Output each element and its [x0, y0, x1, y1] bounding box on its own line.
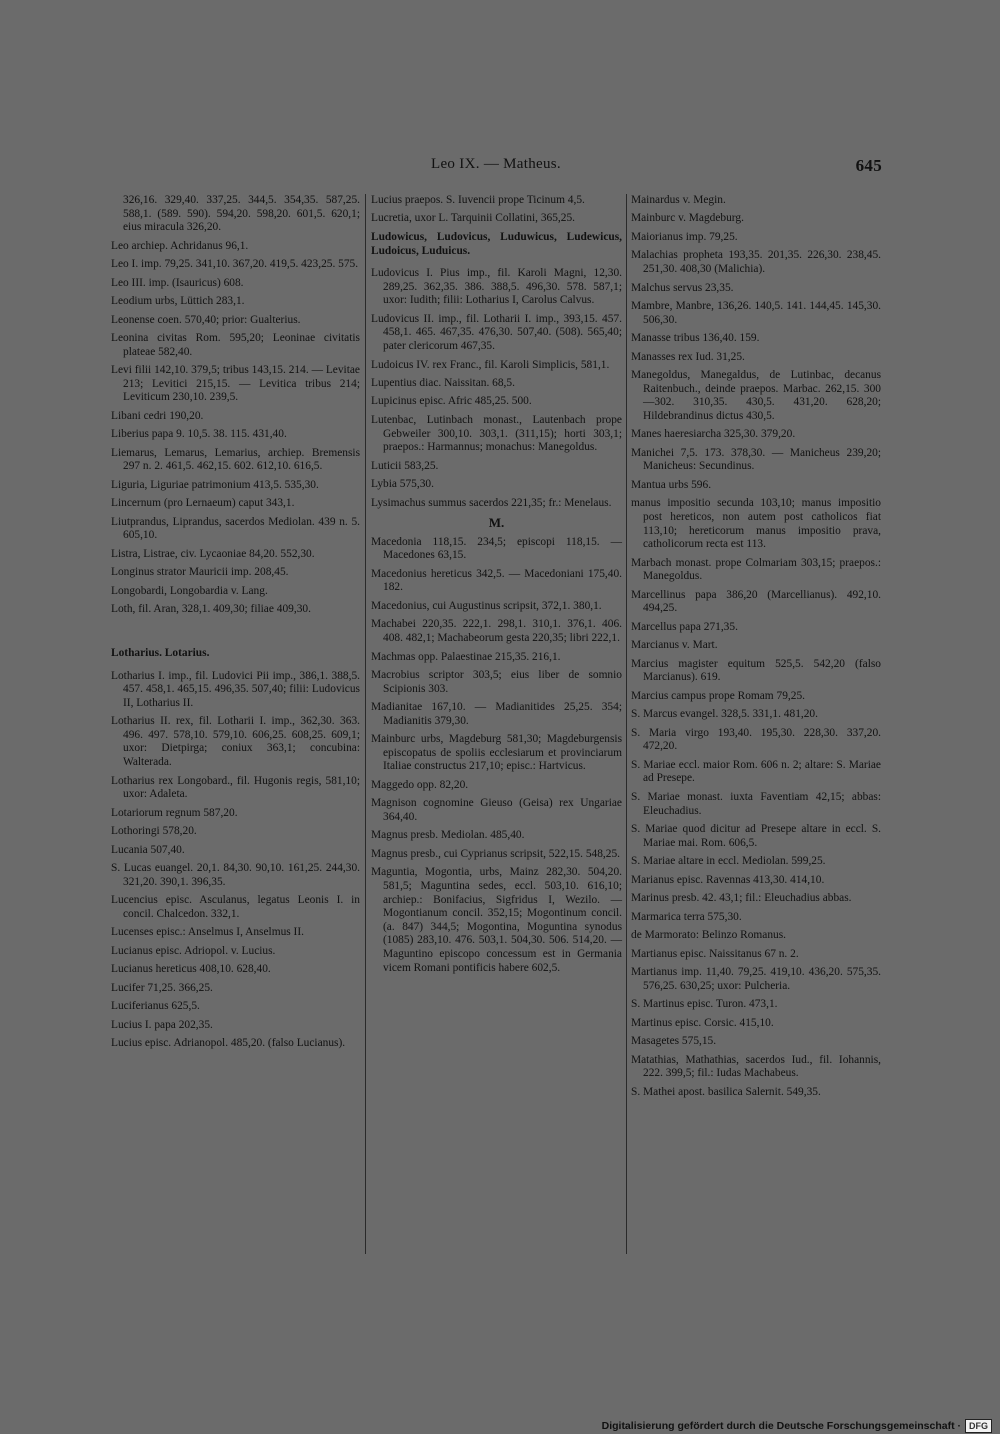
- index-entry: Machabei 220,35. 222,1. 298,1. 310,1. 376,1. 406. 408. 482,1; Machabeorum gesta 220,35; libri 222,1.: [371, 618, 622, 645]
- dfg-logo: DFG: [965, 1419, 992, 1433]
- funding-footer: [602, 1418, 992, 1434]
- index-entry: Madianitae 167,10. — Madianitides 25,25. 354; Madianitis 379,30.: [371, 701, 622, 727]
- index-entry: Liemarus, Lemarus, Lemarius, archiep. Bremensis 297 n. 2. 461,5. 462,15. 602. 612,10. 616,5.: [111, 446, 360, 473]
- index-entry: Manasses rex Iud. 31,25.: [631, 350, 745, 363]
- index-entry: Lucius episc. Adrianopol. 485,20. (falso Lucianus).: [111, 1037, 346, 1050]
- column-divider: [626, 194, 627, 1254]
- index-entry: Marcius campus prope Romam 79,25.: [631, 689, 805, 702]
- index-entry: Marmarica terra 575,30.: [631, 910, 742, 923]
- index-entry: S. Mariae quod dicitur ad Presepe altare in eccl. S. Mariae mai. Rom. 606,5.: [631, 823, 881, 849]
- index-entry: Lucianus hereticus 408,10. 628,40.: [111, 963, 271, 976]
- index-entry: Malachias propheta 193,35. 201,35. 226,30. 238,45. 251,30. 408,30 (Malichia).: [631, 249, 881, 276]
- index-entry: Liutprandus, Liprandus, sacerdos Mediolan. 439 n. 5. 605,10.: [111, 515, 360, 542]
- index-entry: Manes haeresiarcha 325,30. 379,20.: [631, 428, 796, 441]
- page-title: Leo IX. — Matheus.: [431, 156, 561, 172]
- index-entry: Ludoicus IV. rex Franc., fil. Karoli Simplicis, 581,1.: [371, 358, 610, 371]
- index-entry: Lupentius diac. Naissitan. 68,5.: [371, 376, 515, 389]
- index-entry: Leo I. imp. 79,25. 341,10. 367,20. 419,5. 423,25. 575.: [111, 258, 359, 271]
- index-entry: Lotharius I. imp., fil. Ludovici Pii imp., 386,1. 388,5. 457. 458,1. 465,15. 496,35. 507,40; filii: Ludovicus II, Lotharius II.: [111, 669, 360, 709]
- index-entry: Maiorianus imp. 79,25.: [631, 230, 738, 243]
- index-entry: S. Lucas euangel. 20,1. 84,30. 90,10. 161,25. 244,30. 321,20. 390,1. 396,35.: [111, 862, 360, 888]
- index-column-3: [631, 194, 881, 1104]
- index-entry: Magnus presb. Mediolan. 485,40.: [371, 829, 525, 842]
- index-entry-continuation: 326,16. 329,40. 337,25. 344,5. 354,35. 587,25. 588,1. (589. 590). 594,20. 598,20. 601,5. 620,1; eius miracula 326,20.: [123, 194, 360, 234]
- index-entry: Lucenses episc.: Anselmus I, Anselmus II.: [111, 926, 304, 939]
- index-entry: Marcellus papa 271,35.: [631, 620, 738, 633]
- index-entry: S. Mariae altare in eccl. Mediolan. 599,25.: [631, 855, 826, 868]
- index-entry: Marcius magister equitum 525,5. 542,20 (falso Marcianus). 619.: [631, 657, 881, 684]
- index-entry: Leo archiep. Achridanus 96,1.: [111, 239, 249, 252]
- index-entry: Manichei 7,5. 173. 378,30. — Manicheus 239,20; Manicheus: Secundinus.: [631, 446, 881, 473]
- letter-section-heading: M.: [488, 515, 505, 531]
- index-entry: Macedonius hereticus 342,5. — Macedoniani 175,40. 182.: [371, 567, 622, 594]
- index-entry: Macedonia 118,15. 234,5; episcopi 118,15. — Macedones 63,15.: [371, 535, 622, 562]
- index-entry: Marinus presb. 42. 43,1; fil.: Eleuchadius abbas.: [631, 892, 852, 905]
- index-entry: Ludovicus II. imp., fil. Lotharii I. imp., 393,15. 457. 458,1. 465. 467,35. 476,30. 507,40. (508). 565,40; pater clericorum 467,35.: [371, 312, 622, 353]
- index-entry: Longobardi, Longobardia v. Lang.: [111, 584, 268, 597]
- index-entry: Ludovicus I. Pius imp., fil. Karoli Magni, 12,30. 289,25. 362,35. 386. 388,5. 496,30. 578. 587,1; uxor: Iudith; filii: Lotharius I, Carolus Calvus.: [371, 267, 622, 307]
- index-entry: Lucania 507,40.: [111, 843, 185, 856]
- index-entry: Mainardus v. Megin.: [631, 194, 726, 206]
- index-entry: manus impositio secunda 103,10; manus impositio post hereticos, non autem post catholicos fiat 113,10; hereticorum manus impositio prava, catholicorum recta est 113.: [631, 497, 881, 551]
- index-entry: Marbach monast. prope Colmariam 303,15; praepos.: Manegoldus.: [631, 556, 881, 583]
- index-entry: S. Mariae monast. iuxta Faventiam 42,15; abbas: Eleuchadius.: [631, 790, 881, 817]
- index-entry: Marcellinus papa 386,20 (Marcellianus). 492,10. 494,25.: [631, 588, 881, 615]
- index-entry: Leonense coen. 570,40; prior: Gualterius.: [111, 313, 301, 326]
- index-entry: Magnison cognomine Gieuso (Geisa) rex Ungariae 364,40.: [371, 797, 622, 823]
- index-entry: Liguria, Liguriae patrimonium 413,5. 535,30.: [111, 478, 319, 491]
- index-group-heading: Ludowicus, Ludovicus, Luduwicus, Ludewicus, Ludoicus, Luduicus.: [371, 230, 622, 257]
- index-entry: Martinus episc. Corsic. 415,10.: [631, 1016, 774, 1029]
- index-entry: Lincernum (pro Lernaeum) caput 343,1.: [111, 497, 295, 510]
- index-entry: S. Marcus evangel. 328,5. 331,1. 481,20.: [631, 708, 818, 721]
- index-entry: S. Maria virgo 193,40. 195,30. 228,30. 337,20. 472,20.: [631, 726, 881, 753]
- index-entry: Martianus imp. 11,40. 79,25. 419,10. 436,20. 575,35. 576,25. 630,25; uxor: Pulcheria.: [631, 966, 881, 992]
- index-entry: Leonina civitas Rom. 595,20; Leoninae civitatis plateae 582,40.: [111, 332, 360, 358]
- index-column-1: [111, 194, 360, 1056]
- running-header: [110, 156, 882, 178]
- index-entry: Maggedo opp. 82,20.: [371, 778, 469, 791]
- index-entry: Lothoringi 578,20.: [111, 825, 197, 838]
- index-entry: Lutenbac, Lutinbach monast., Lautenbach prope Gebweiler 300,10. 303,1. (311,15); horti 303,1; praepos.: Harmannus; monachus: Manegoldus.: [371, 413, 622, 454]
- index-entry: S. Mariae eccl. maior Rom. 606 n. 2; altare: S. Mariae ad Presepe.: [631, 758, 881, 785]
- index-entry: Marianus episc. Ravennas 413,30. 414,10.: [631, 873, 825, 886]
- index-group-heading: Lotharius. Lotarius.: [111, 646, 210, 659]
- index-entry: Levi filii 142,10. 379,5; tribus 143,15. 214. — Levitae 213; Levitici 215,15. — Levitica tribus 214; Leviticum 230,10. 239,5.: [111, 364, 360, 404]
- index-entry: Luciferianus 625,5.: [111, 1000, 200, 1013]
- index-entry: Macrobius scriptor 303,5; eius liber de somnio Scipionis 303.: [371, 668, 622, 695]
- index-entry: Matathias, Mathathias, sacerdos Iud., fil. Iohannis, 222. 399,5; fil.: Iudas Machabeus.: [631, 1053, 881, 1080]
- index-entry: Mantua urbs 596.: [631, 478, 712, 491]
- index-entry: Mainburc v. Magdeburg.: [631, 212, 744, 225]
- index-entry: Lotharius II. rex, fil. Lotharii I. imp., 362,30. 363. 496. 497. 578,10. 579,10. 606,25. 608,25. 609,1; uxor: Dietpirga; coniux 363,1; concubina: Walterada.: [111, 715, 360, 769]
- index-entry: Liberius papa 9. 10,5. 38. 115. 431,40.: [111, 428, 287, 441]
- footer-text: Digitalisierung gefördert durch die Deutsche Forschungsgemeinschaft ·: [601, 1420, 961, 1432]
- index-entry: Leo III. imp. (Isauricus) 608.: [111, 276, 244, 289]
- index-entry: Lotharius rex Longobard., fil. Hugonis regis, 581,10; uxor: Adaleta.: [111, 774, 360, 801]
- index-entry: Libani cedri 190,20.: [111, 409, 204, 422]
- index-entry: S. Martinus episc. Turon. 473,1.: [631, 998, 778, 1011]
- index-entry: de Marmorato: Belinzo Romanus.: [631, 929, 787, 942]
- index-entry: Maguntia, Mogontia, urbs, Mainz 282,30. 504,20. 581,5; Maguntina sedes, eccl. 503,10. 616,10; archiep.: Bonifacius, Sigfridus I, Wezilo. — Mogontianum concil. 352,15; Mogontinum concil. (a. 847) 344,5; Mogontina, Moguntina synodus (1085) 283,10. 476. 503,1. 504,30. 506. 514,20. — Maguntino episcopo concessum est in Germania vicem Romani pontificis habere 602,5.: [371, 866, 622, 974]
- index-entry: Lotariorum regnum 587,20.: [111, 806, 238, 819]
- column-divider: [365, 194, 366, 1254]
- index-entry: Lucencius episc. Asculanus, legatus Leonis I. in concil. Chalcedon. 332,1.: [111, 894, 360, 920]
- index-entry: Martianus episc. Naissitanus 67 n. 2.: [631, 947, 799, 960]
- index-entry: Luticii 583,25.: [371, 459, 439, 472]
- index-entry: Mainburc urbs, Magdeburg 581,30; Magdeburgensis episcopatus de spoliis ecclesiarum et provinciarum Italiae constructus 217,10; episc.: Hartvicus.: [371, 733, 622, 773]
- index-entry: Lysimachus summus sacerdos 221,35; fr.: Menelaus.: [371, 496, 612, 509]
- index-entry: Lybia 575,30.: [371, 478, 434, 491]
- index-entry: Masagetes 575,15.: [631, 1035, 717, 1048]
- index-entry: Lucius praepos. S. Iuvencii prope Ticinum 4,5.: [371, 194, 585, 206]
- index-entry: Mambre, Manbre, 136,26. 140,5. 141. 144,45. 145,30. 506,30.: [631, 300, 881, 326]
- index-entry: S. Mathei apost. basilica Salernit. 549,35.: [631, 1085, 821, 1098]
- index-entry: Longinus strator Mauricii imp. 208,45.: [111, 566, 289, 579]
- index-entry: Marcianus v. Mart.: [631, 639, 718, 652]
- index-entry: Manasse tribus 136,40. 159.: [631, 332, 760, 345]
- index-entry: Leodium urbs, Lüttich 283,1.: [111, 295, 245, 308]
- index-entry: Lucretia, uxor L. Tarquinii Collatini, 365,25.: [371, 212, 575, 225]
- index-column-2: [371, 194, 622, 980]
- index-entry: Malchus servus 23,35.: [631, 281, 734, 294]
- index-entry: Macedonius, cui Augustinus scripsit, 372,1. 380,1.: [371, 599, 602, 612]
- page-number: 645: [855, 156, 882, 175]
- index-entry: Machmas opp. Palaestinae 215,35. 216,1.: [371, 650, 561, 663]
- index-entry: Magnus presb., cui Cyprianus scripsit, 522,15. 548,25.: [371, 847, 620, 860]
- index-entry: Lupicinus episc. Afric 485,25. 500.: [371, 395, 532, 408]
- index-entry: Manegoldus, Manegaldus, de Lutinbac, decanus Raitenbuch., deinde praepos. Marbac. 262,15. 300—302. 310,35. 430,5. 431,20. 628,20; Hildebrandinus dictus 430,5.: [631, 369, 881, 422]
- index-entry: Lucifer 71,25. 366,25.: [111, 981, 213, 994]
- index-entry: Lucius I. papa 202,35.: [111, 1018, 213, 1031]
- index-entry: Loth, fil. Aran, 328,1. 409,30; filiae 409,30.: [111, 603, 311, 616]
- index-entry: Lucianus episc. Adriopol. v. Lucius.: [111, 944, 276, 957]
- index-entry: Listra, Listrae, civ. Lycaoniae 84,20. 552,30.: [111, 547, 315, 560]
